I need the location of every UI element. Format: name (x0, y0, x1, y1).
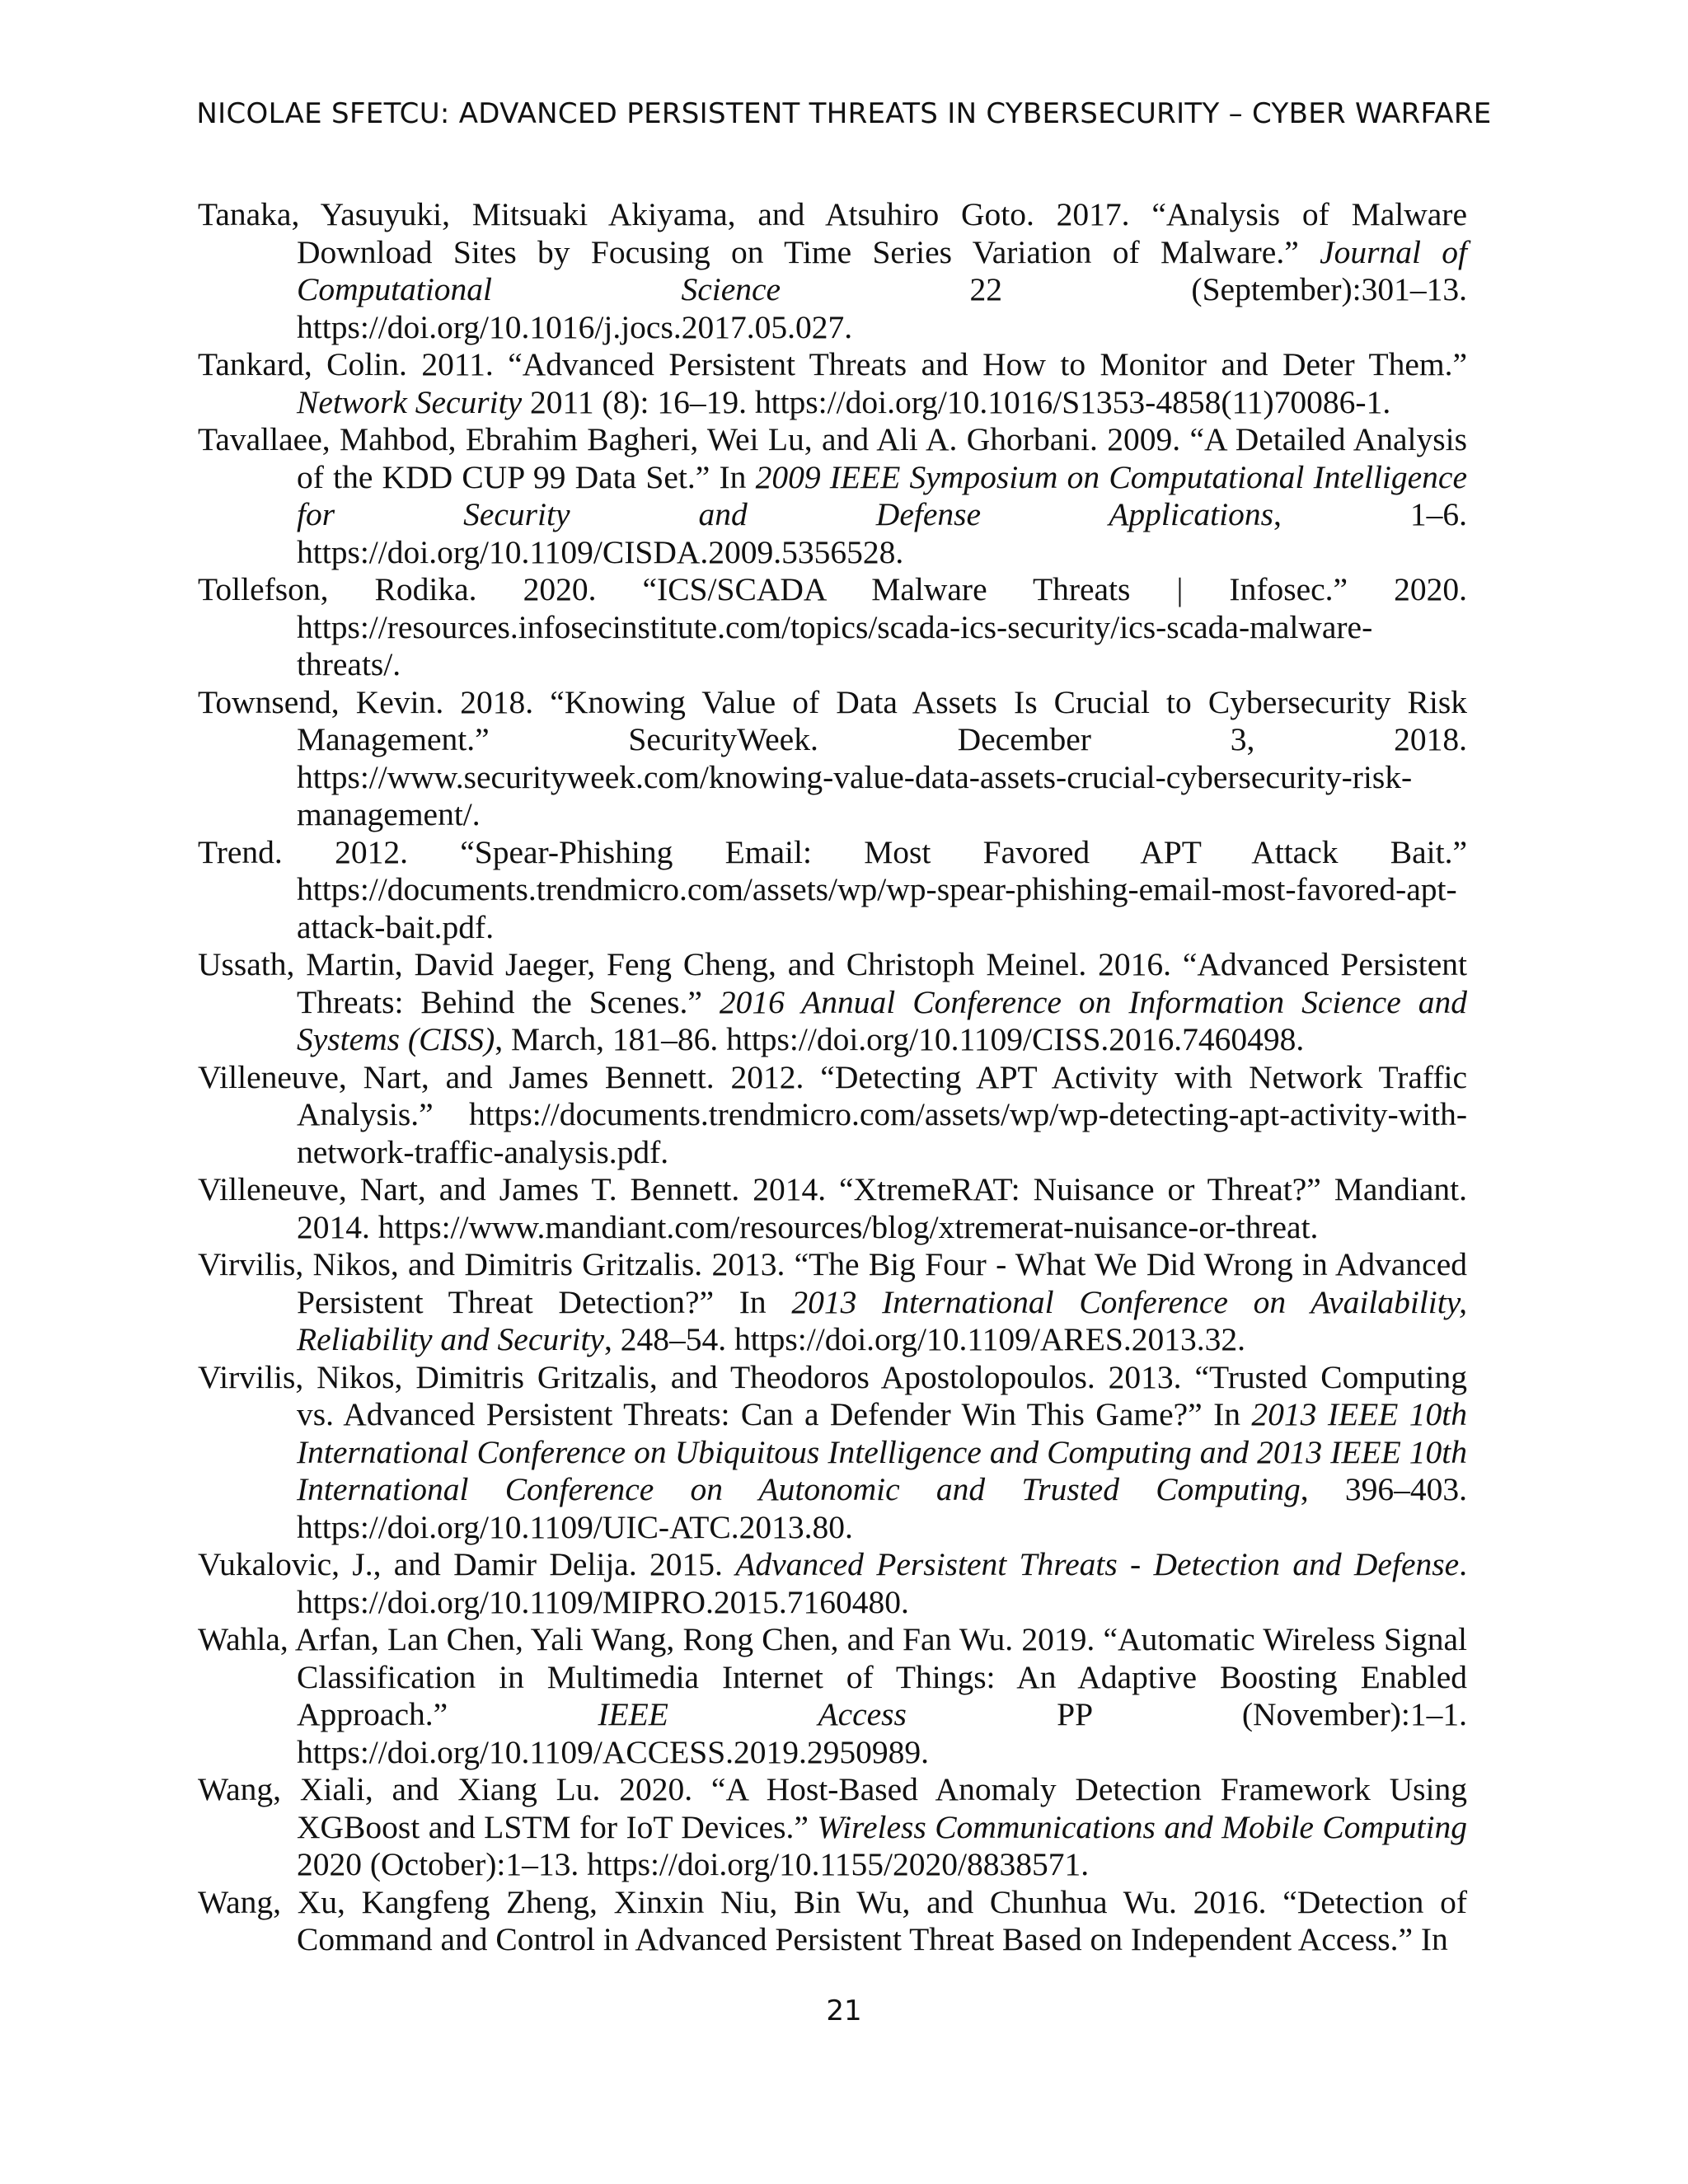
bibliography-entry: Tanaka, Yasuyuki, Mitsuaki Akiyama, and Atsuhiro Goto. 2017. “Analysis of Malware Download Sites by Focusing on Time Series Variation of Malware.” Journal of Computational Science 22 (September):301–13. https://doi.org/10.1016/j.jocs.2017.05.027. (198, 196, 1468, 345)
bibliography-entry: Tollefson, Rodika. 2020. “ICS/SCADA Malware Threats | Infosec.” 2020. https://resources.infosecinstitute.com/topics/scada-ics-security/ics-scada-malware-threats/. (198, 571, 1467, 682)
bibliography-entry: Tankard, Colin. 2011. “Advanced Persistent Threats and How to Monitor and Deter Them.” Network Security 2011 (8): 16–19. https://doi.org/10.1016/S1353-4858(11)70086-1. (198, 346, 1467, 420)
bibliography-entry: Tavallaee, Mahbod, Ebrahim Bagheri, Wei Lu, and Ali A. Ghorbani. 2009. “A Detailed Analysis of the KDD CUP 99 Data Set.” In 2009 IEEE Symposium on Computational Intelligence for Security and Defense Applications, 1–6. https://doi.org/10.1109/CISDA.2009.5356528. (198, 421, 1467, 570)
bibliography-entry: Wang, Xiali, and Xiang Lu. 2020. “A Host-Based Anomaly Detection Framework Using XGBoost and LSTM for IoT Devices.” Wireless Communications and Mobile Computing 2020 (October):1–13. https://doi.org/10.1155/2020/8838571. (198, 1771, 1467, 1882)
running-header: NICOLAE SFETCU: ADVANCED PERSISTENT THREATS IN CYBERSECURITY – CYBER WARFARE (196, 97, 1492, 130)
bibliography-entry: Villeneuve, Nart, and James Bennett. 2012. “Detecting APT Activity with Network Traffic Analysis.” https://documents.trendmicro.com/assets/wp/wp-detecting-apt-activity-with-network-traffic-analysis.pdf. (198, 1058, 1467, 1170)
bibliography-entry: Vukalovic, J., and Damir Delija. 2015. Advanced Persistent Threats - Detection and Defense. https://doi.org/10.1109/MIPRO.2015.7160480. (198, 1546, 1467, 1620)
bibliography-list (198, 196, 1467, 1959)
page-number: 21 (826, 1994, 862, 2027)
bibliography-entry: Wang, Xu, Kangfeng Zheng, Xinxin Niu, Bin Wu, and Chunhua Wu. 2016. “Detection of Command and Control in Advanced Persistent Threat Based on Independent Access.” In (198, 1883, 1467, 1957)
bibliography-entry: Ussath, Martin, David Jaeger, Feng Cheng, and Christoph Meinel. 2016. “Advanced Persistent Threats: Behind the Scenes.” 2016 Annual Conference on Information Science and Systems (CISS), March, 181–86. https://doi.org/10.1109/CISS.2016.7460498. (198, 946, 1467, 1057)
bibliography-entry: Virvilis, Nikos, Dimitris Gritzalis, and Theodoros Apostolopoulos. 2013. “Trusted Computing vs. Advanced Persistent Threats: Can a Defender Win This Game?” In 2013 IEEE 10th International Conference on Ubiquitous Intelligence and Computing and 2013 IEEE 10th International Conference on Autonomic and Trusted Computing, 396–403. https://doi.org/10.1109/UIC-ATC.2013.80. (198, 1358, 1468, 1545)
bibliography-entry: Wahla, Arfan, Lan Chen, Yali Wang, Rong Chen, and Fan Wu. 2019. “Automatic Wireless Signal Classification in Multimedia Internet of Things: An Adaptive Boosting Enabled Approach.” IEEE Access PP (November):1–1. https://doi.org/10.1109/ACCESS.2019.2950989. (198, 1621, 1467, 1770)
bibliography-entry: Trend. 2012. “Spear-Phishing Email: Most Favored APT Attack Bait.” https://documents.trendmicro.com/assets/wp/wp-spear-phishing-email-most-favored-apt-attack-bait.pdf. (198, 833, 1467, 945)
bibliography-entry: Townsend, Kevin. 2018. “Knowing Value of Data Assets Is Crucial to Cybersecurity Risk Management.” SecurityWeek. December 3, 2018. https://www.securityweek.com/knowing-value-data-assets-crucial-cybersecurity-risk-management/. (198, 683, 1467, 832)
bibliography-entry: Virvilis, Nikos, and Dimitris Gritzalis. 2013. “The Big Four - What We Did Wrong in Advanced Persistent Threat Detection?” In 2013 International Conference on Availability, Reliability and Security, 248–54. https://doi.org/10.1109/ARES.2013.32. (198, 1246, 1467, 1357)
bibliography-entry: Villeneuve, Nart, and James T. Bennett. 2014. “XtremeRAT: Nuisance or Threat?” Mandiant. 2014. https://www.mandiant.com/resources/blog/xtremerat-nuisance-or-threat. (198, 1171, 1467, 1245)
